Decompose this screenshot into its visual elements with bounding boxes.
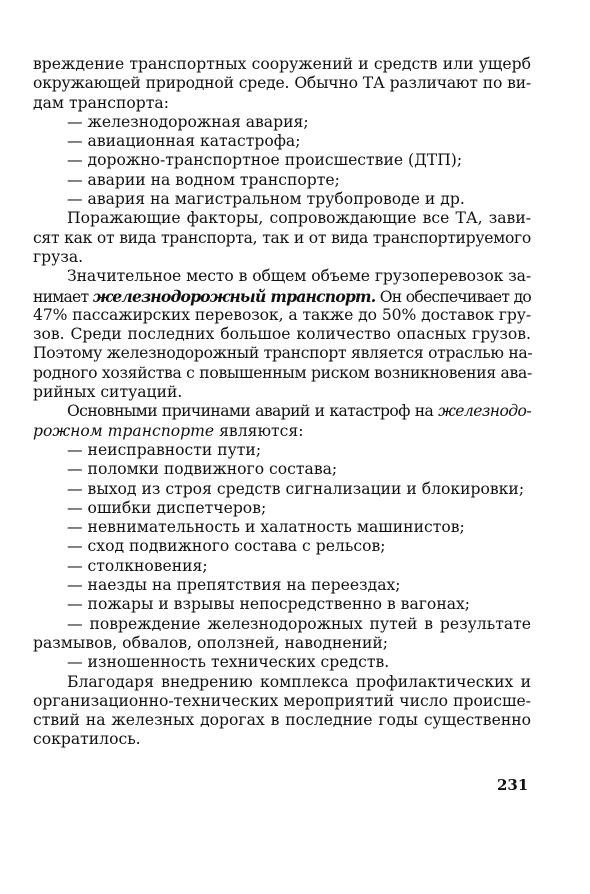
list-item: — пожары и взрывы непосредственно в вагонах; [67, 595, 471, 614]
list-item: — авария на магистральном трубопроводе и др. [67, 190, 465, 209]
text-line: груза. [33, 247, 84, 266]
list-item: — поломки подвижного состава; [67, 460, 338, 479]
page-text [33, 55, 531, 750]
text-line: дам транспорта: [33, 93, 169, 112]
text-run: Основными причинами аварий и катастроф на [67, 402, 439, 421]
text-line: вреждение транспортных сооружений и средств или ущерб [33, 55, 531, 73]
list-item: — выход из строя средств сигнализации и блокировки; [67, 479, 525, 498]
text-line: рийных ситуаций. [33, 383, 183, 402]
list-item-continuation: размывов, обвалов, оползней, наводнений; [33, 633, 389, 652]
text-line [33, 402, 531, 421]
page-number: 231 [497, 776, 529, 794]
list-item: — наезды на препятствия на переездах; [67, 576, 401, 595]
text-line: сят как от вида транспорта, так и от вида транспортируемого [33, 228, 531, 247]
text-line [33, 287, 531, 306]
text-line: Значительное место в общем объеме грузоперевозок за- [67, 267, 531, 286]
list-item: — железнодорожная авария; [67, 112, 309, 131]
text-run: Он обеспечивает до [375, 287, 531, 306]
italic-term: рожном транспорте [33, 421, 215, 440]
italic-term: железнодо- [438, 402, 531, 421]
text-line: Поражающие факторы, сопровождающие все ТА, зави- [67, 209, 531, 228]
text-line: родного хозяйства с повышенным риском возникновения ава- [33, 363, 532, 382]
text-line: сократилось. [33, 730, 141, 749]
text-line: зов. Среди последних большое количество опасных грузов. [33, 325, 531, 344]
list-item: — неисправности пути; [67, 440, 262, 459]
text-line [33, 422, 531, 441]
list-item: — авиационная катастрофа; [67, 132, 301, 151]
list-item: — повреждение железнодорожных путей в результате [67, 614, 531, 633]
list-item: — столкновения; [67, 556, 208, 575]
text-line: ствий на железных дорогах в последние годы существенно [33, 711, 531, 730]
text-line: 47% пассажирских перевозок, а также до 50% доставок гру- [33, 305, 531, 324]
list-item: — дорожно-транспортное происшествие (ДТП); [67, 151, 463, 170]
list-item: — изношенность технических средств. [67, 653, 390, 672]
list-item: — невнимательность и халатность машинистов; [67, 518, 465, 537]
text-line: организационно-технических мероприятий число происше- [33, 691, 531, 710]
text-run: являются: [214, 421, 304, 440]
text-line: Благодаря внедрению комплекса профилактических и [67, 672, 531, 691]
emphasized-term: железнодорожный транспорт. [92, 286, 376, 306]
list-item: — сход подвижного состава с рельсов; [67, 537, 386, 556]
list-item: — ошибки диспетчеров; [67, 498, 267, 517]
text-run: нимает [33, 287, 93, 306]
text-line: Поэтому железнодорожный транспорт является отраслью на- [33, 344, 533, 363]
list-item: — аварии на водном транспорте; [67, 170, 340, 189]
text-line: окружающей природной среде. Обычно ТА различают по ви- [33, 74, 531, 93]
